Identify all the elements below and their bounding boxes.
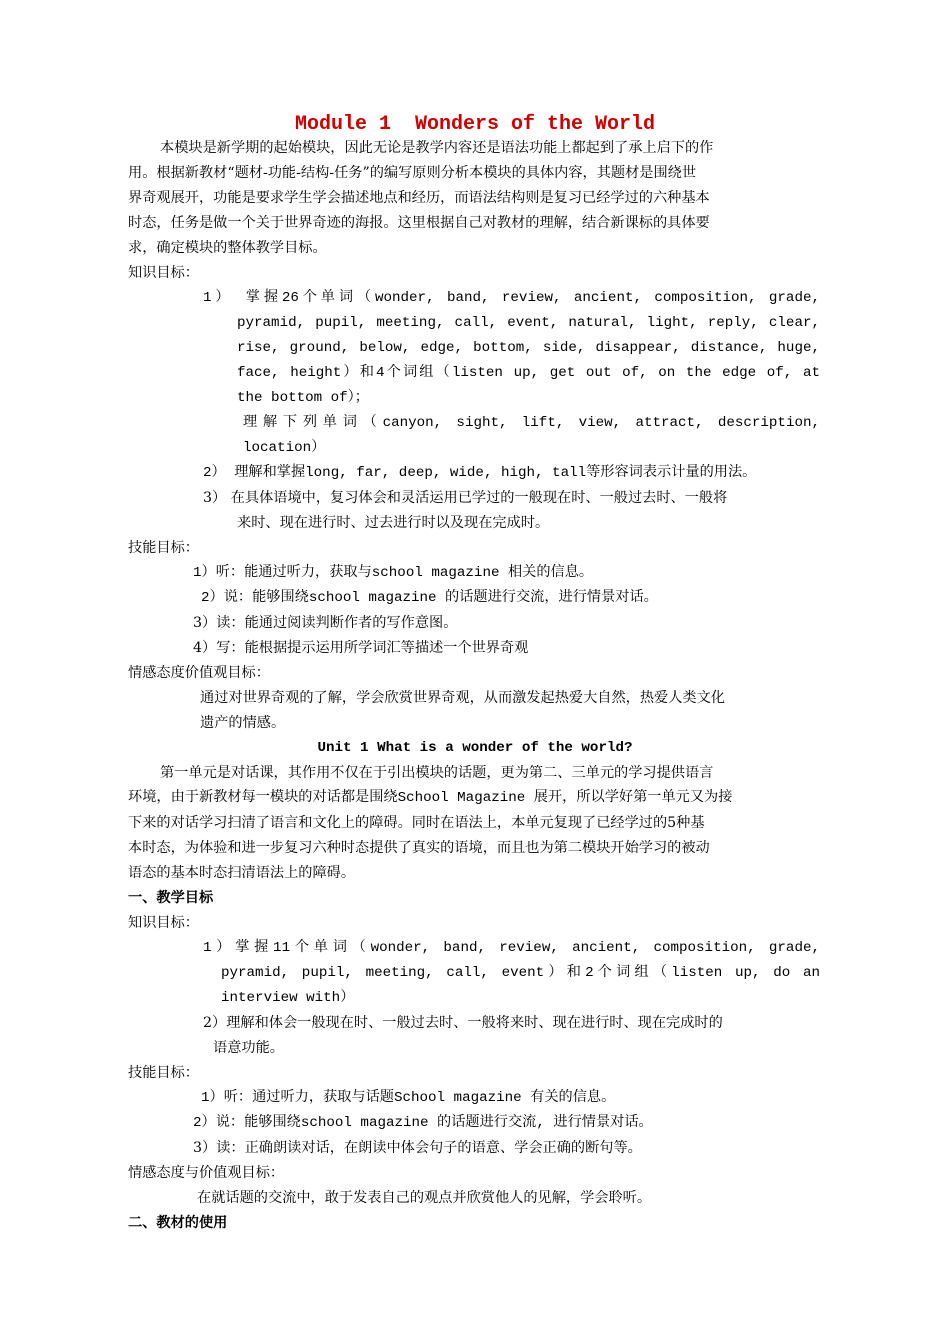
unit-intro-line: 本时态，为体验和进一步复习六种时态提供了真实的语境，而且也为第二模块开始学习的被动 bbox=[128, 840, 710, 856]
skill-heading: 技能目标： bbox=[128, 540, 199, 556]
goal-line: the bottom of）； bbox=[237, 390, 369, 406]
knowledge-heading: 知识目标： bbox=[128, 915, 199, 931]
skill-heading: 技能目标： bbox=[128, 1065, 199, 1081]
unit-intro-line: 第一单元是对话课，其作用不仅在于引出模块的话题，更为第二、三单元的学习提供语言 bbox=[160, 765, 714, 781]
goal-line: rise, ground, below, edge, bottom, side, disappear, distance, huge, bbox=[237, 340, 820, 356]
goal-line: 1）听：通过听力，获取与话题School magazine 有关的信息。 bbox=[201, 1090, 616, 1106]
goal-line: 通过对世界奇观的了解，学会欣赏世界奇观，从而激发起热爱大自然，热爱人类文化 bbox=[200, 690, 725, 706]
unit-intro-line: 语态的基本时态扫清语法上的障碍。 bbox=[128, 865, 356, 881]
goal-line: interview with） bbox=[221, 990, 355, 1006]
goal-line: face, height）和4个词组（listen up, get out of, on the edge of, at bbox=[237, 365, 820, 381]
goal-line: pyramid, pupil, meeting, call, event, natural, light, reply, clear, bbox=[237, 315, 820, 331]
intro-line: 时态，任务是做一个关于世界奇迹的海报。这里根据自己对教材的理解，结合新课标的具体要 bbox=[128, 215, 710, 231]
goal-line: 3） 在具体语境中，复习体会和灵活运用已学过的一般现在时、一般过去时、一般将 bbox=[203, 490, 728, 506]
goal-line: 在就话题的交流中，敢于发表自己的观点并欣赏他人的见解，学会聆听。 bbox=[197, 1190, 652, 1206]
goal-line: 遗产的情感。 bbox=[200, 715, 286, 731]
knowledge-heading: 知识目标： bbox=[128, 265, 199, 281]
goal-line: 4）写：能根据提示运用所学词汇等描述一个世界奇观 bbox=[193, 640, 529, 656]
emotion-heading: 情感态度价值观目标： bbox=[128, 665, 270, 681]
goal-line: 2）说：能够围绕school magazine 的话题进行交流, 进行情景对话。 bbox=[193, 1115, 653, 1131]
unit-intro-line: 下来的对话学习扫清了语言和文化上的障碍。同时在语法上，本单元复现了已经学过的5种基 bbox=[128, 815, 705, 831]
intro-line: 求，确定模块的整体教学目标。 bbox=[128, 240, 327, 256]
goal-line: 理解下列单词（canyon, sight, lift, view, attract, description, bbox=[243, 415, 820, 431]
emotion-heading: 情感态度与价值观目标： bbox=[128, 1165, 285, 1181]
section-heading: 一、教学目标 bbox=[128, 890, 214, 906]
goal-line: 1） 掌握26个单词（wonder, band, review, ancient, composition, grade, bbox=[203, 290, 820, 306]
section-heading: 二、教材的使用 bbox=[128, 1215, 228, 1231]
intro-line: 界奇观展开，功能是要求学生学会描述地点和经历，而语法结构则是复习已经学过的六种基本 bbox=[128, 190, 710, 206]
goal-line: location） bbox=[243, 440, 326, 456]
goal-line: 1）掌握11个单词（wonder, band, review, ancient, composition, grade, bbox=[203, 940, 820, 956]
unit-title: Unit 1 What is a wonder of the world? bbox=[317, 740, 633, 756]
goal-line: 2）理解和体会一般现在时、一般过去时、一般将来时、现在进行时、现在完成时的 bbox=[203, 1015, 723, 1031]
goal-line: 2）说：能够围绕school magazine 的话题进行交流，进行情景对话。 bbox=[201, 590, 658, 606]
goal-line: 来时、现在进行时、过去进行时以及现在完成时。 bbox=[237, 515, 550, 531]
document-title: Module 1 Wonders of the World bbox=[294, 113, 656, 136]
goal-line: 语意功能。 bbox=[213, 1040, 284, 1056]
unit-intro-line: 环境，由于新教材每一模块的对话都是围绕School Magazine 展开，所以学好第一单元又为接 bbox=[128, 790, 733, 806]
intro-line: 本模块是新学期的起始模块，因此无论是教学内容还是语法功能上都起到了承上启下的作 bbox=[160, 140, 714, 156]
goal-line: 1）听：能通过听力，获取与school magazine 相关的信息。 bbox=[193, 565, 594, 581]
goal-line: 3）读：正确朗读对话，在朗读中体会句子的语意、学会正确的断句等。 bbox=[193, 1140, 642, 1156]
goal-line: 2） 理解和掌握long, far, deep, wide, high, tall等形容词表示计量的用法。 bbox=[203, 465, 757, 481]
goal-line: pyramid, pupil, meeting, call, event）和2个词组（listen up, do an bbox=[221, 965, 820, 981]
goal-line: 3）读：能通过阅读判断作者的写作意图。 bbox=[193, 615, 458, 631]
intro-line: 用。根据新教材“题材-功能-结构-任务”的编写原则分析本模块的具体内容，其题材是围绕世 bbox=[128, 165, 697, 181]
